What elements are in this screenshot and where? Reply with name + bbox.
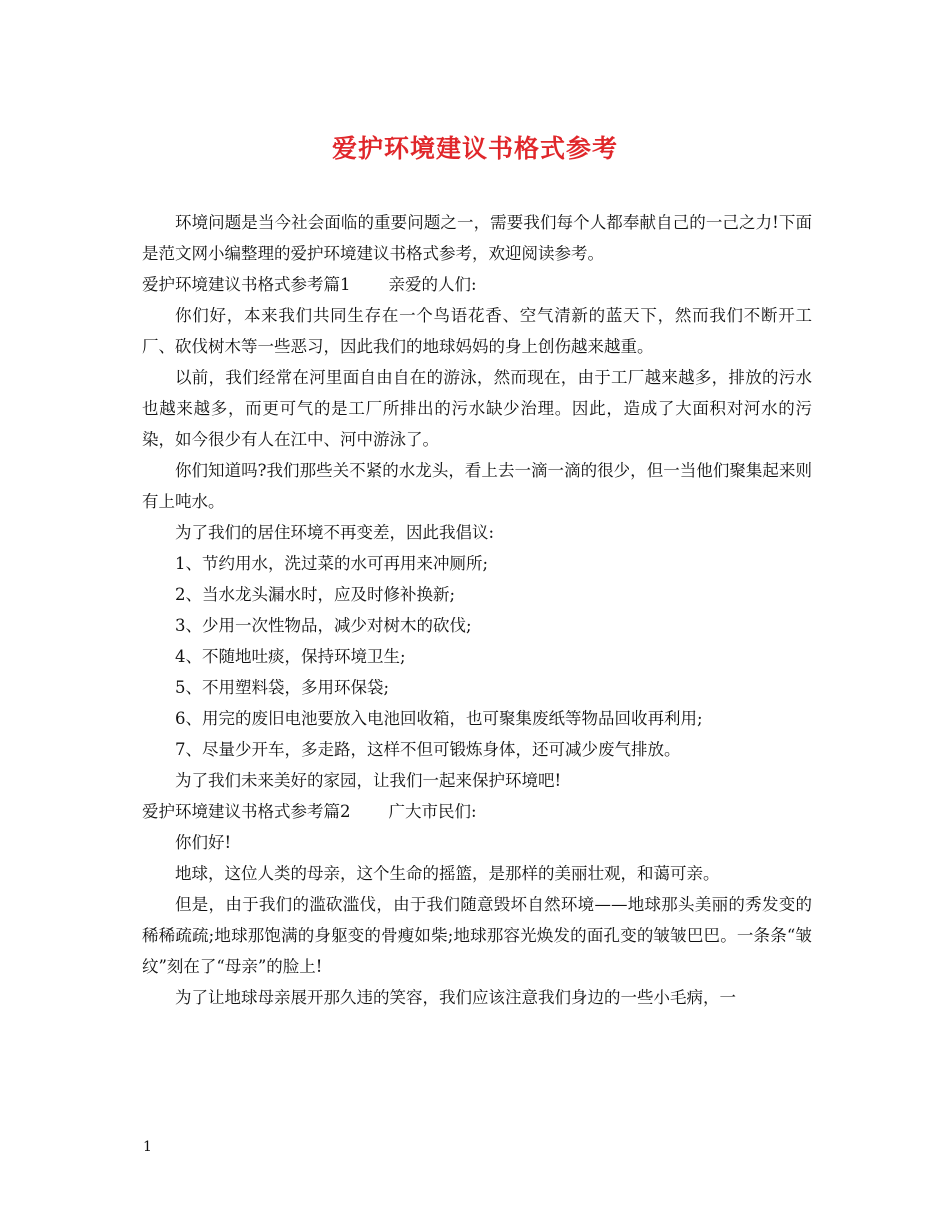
body-paragraph: 你们知道吗?我们那些关不紧的水龙头，看上去一滴一滴的很少，但一当他们聚集起来则有上吨水。 [142,461,812,511]
section-heading-1 [142,269,812,300]
section-greeting-1: 亲爱的人们: [388,275,477,294]
body-paragraph: 你们好，本来我们共同生存在一个鸟语花香、空气清新的蓝天下，然而我们不断开工厂、砍伐树木等一些恶习，因此我们的地球妈妈的身上创伤越来越重。 [142,306,812,356]
body-paragraph: 地球，这位人类的母亲，这个生命的摇篮，是那样的美丽壮观，和蔼可亲。 [175,864,720,883]
body-paragraph: 为了让地球母亲展开那久违的笑容，我们应该注意我们身边的一些小毛病，一 [175,988,736,1007]
list-item: 1、节约用水，洗过菜的水可再用来冲厕所; [175,554,489,573]
section-heading-2 [142,796,812,827]
closing-paragraph: 为了我们未来美好的家园，让我们一起来保护环境吧! [175,771,562,790]
page-title: 爱护环境建议书格式参考 [331,134,618,163]
intro-paragraph: 环境问题是当今社会面临的重要问题之一，需要我们每个人都奉献自己的一己之力!下面是范文网小编整理的爱护环境建议书格式参考，欢迎阅读参考。 [142,213,812,263]
section-title-2: 爱护环境建议书格式参考篇2 [142,802,351,821]
document-body [142,207,812,1013]
list-item: 4、不随地吐痰，保持环境卫生; [175,647,406,666]
page-number: 1 [143,1139,152,1155]
section-title-1: 爱护环境建议书格式参考篇1 [142,275,351,294]
list-item: 3、少用一次性物品，减少对树木的砍伐; [175,616,472,635]
body-paragraph: 你们好! [175,833,232,852]
body-paragraph: 为了我们的居住环境不再变差，因此我倡议: [175,523,495,542]
list-item: 7、尽量少开车，多走路，这样不但可锻炼身体，还可减少废气排放。 [175,740,681,759]
body-paragraph: 以前，我们经常在河里面自由自在的游泳，然而现在，由于工厂越来越多，排放的污水也越来越多，而更可气的是工厂所排出的污水缺少治理。因此，造成了大面积对河水的污染，如今很少有人在江中、河中游泳了。 [142,368,812,449]
list-item: 2、当水龙头漏水时，应及时修补换新; [175,585,456,604]
body-paragraph: 但是，由于我们的滥砍滥伐，由于我们随意毁坏自然环境——地球那头美丽的秀发变的稀稀疏疏;地球那饱满的身躯变的骨瘦如柴;地球那容光焕发的面孔变的皱皱巴巴。一条条“皱纹”刻在了“母亲”的脸上! [142,895,812,976]
section-greeting-2: 广大市民们: [388,802,477,821]
list-item: 6、用完的废旧电池要放入电池回收箱，也可聚集废纸等物品回收再利用; [175,709,703,728]
list-item: 5、不用塑料袋，多用环保袋; [175,678,390,697]
